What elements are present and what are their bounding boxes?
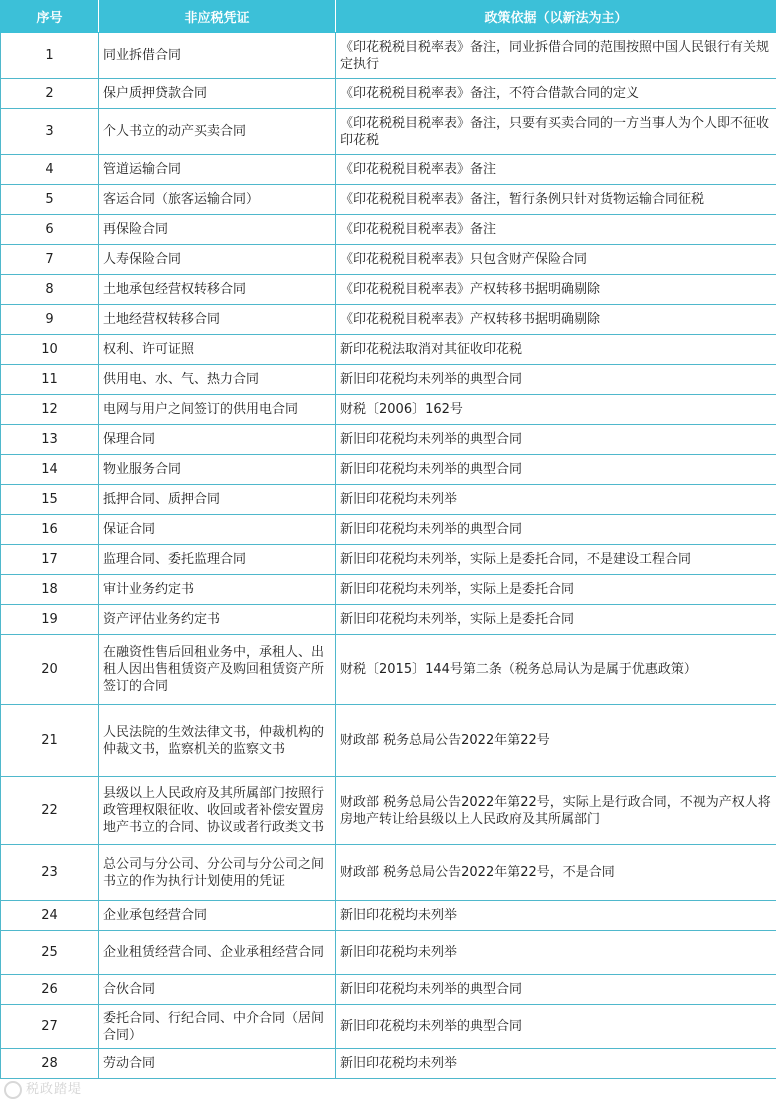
row-policy-basis: 新旧印花税均未列举的典型合同 — [336, 455, 776, 485]
table-row — [1, 705, 776, 777]
table-row — [1, 975, 776, 1005]
row-serial-number: 23 — [1, 845, 99, 901]
row-serial-number: 26 — [1, 975, 99, 1005]
row-document: 保户质押贷款合同 — [99, 79, 336, 109]
row-policy-basis: 《印花税税目税率表》备注 — [336, 215, 776, 245]
table-row — [1, 635, 776, 705]
table-row — [1, 79, 776, 109]
row-policy-basis: 新旧印花税均未列举，实际上是委托合同，不是建设工程合同 — [336, 545, 776, 575]
row-policy-basis: 《印花税税目税率表》备注，只要有买卖合同的一方当事人为个人即不征收印花税 — [336, 109, 776, 155]
row-document: 人寿保险合同 — [99, 245, 336, 275]
row-serial-number: 6 — [1, 215, 99, 245]
row-policy-basis: 新旧印花税均未列举的典型合同 — [336, 425, 776, 455]
table-row — [1, 605, 776, 635]
table-row — [1, 1049, 776, 1079]
row-policy-basis: 财政部 税务总局公告2022年第22号 — [336, 705, 776, 777]
row-serial-number: 12 — [1, 395, 99, 425]
row-serial-number: 11 — [1, 365, 99, 395]
table-row — [1, 335, 776, 365]
header-policy-basis: 政策依据（以新法为主） — [336, 1, 776, 33]
table-row — [1, 575, 776, 605]
row-policy-basis: 新旧印花税均未列举 — [336, 1049, 776, 1079]
row-policy-basis: 新旧印花税均未列举的典型合同 — [336, 365, 776, 395]
row-policy-basis: 新旧印花税均未列举 — [336, 931, 776, 975]
row-serial-number: 5 — [1, 185, 99, 215]
row-policy-basis: 财税〔2006〕162号 — [336, 395, 776, 425]
row-document: 土地承包经营权转移合同 — [99, 275, 336, 305]
row-document: 在融资性售后回租业务中，承租人、出租人因出售租赁资产及购回租赁资产所签订的合同 — [99, 635, 336, 705]
row-serial-number: 27 — [1, 1005, 99, 1049]
table-row — [1, 305, 776, 335]
table-row — [1, 931, 776, 975]
row-document: 供用电、水、气、热力合同 — [99, 365, 336, 395]
row-document: 同业拆借合同 — [99, 33, 336, 79]
row-serial-number: 22 — [1, 777, 99, 845]
row-document: 合伙合同 — [99, 975, 336, 1005]
row-document: 劳动合同 — [99, 1049, 336, 1079]
row-document: 个人书立的动产买卖合同 — [99, 109, 336, 155]
row-policy-basis: 《印花税税目税率表》备注，不符合借款合同的定义 — [336, 79, 776, 109]
row-document: 保证合同 — [99, 515, 336, 545]
row-document: 审计业务约定书 — [99, 575, 336, 605]
row-policy-basis: 新旧印花税均未列举的典型合同 — [336, 1005, 776, 1049]
row-policy-basis: 《印花税税目税率表》只包含财产保险合同 — [336, 245, 776, 275]
header-serial-number: 序号 — [1, 1, 99, 33]
table-row — [1, 365, 776, 395]
row-policy-basis: 新旧印花税均未列举的典型合同 — [336, 975, 776, 1005]
row-document: 委托合同、行纪合同、中介合同（居间合同） — [99, 1005, 336, 1049]
row-document: 县级以上人民政府及其所属部门按照行政管理权限征收、收回或者补偿安置房地产书立的合同、协议或者行政类文书 — [99, 777, 336, 845]
row-document: 权利、许可证照 — [99, 335, 336, 365]
row-serial-number: 19 — [1, 605, 99, 635]
row-document: 人民法院的生效法律文书，仲裁机构的仲裁文书，监察机关的监察文书 — [99, 705, 336, 777]
table-row — [1, 901, 776, 931]
table-row — [1, 777, 776, 845]
row-document: 企业租赁经营合同、企业承租经营合同 — [99, 931, 336, 975]
table-row — [1, 109, 776, 155]
row-serial-number: 1 — [1, 33, 99, 79]
row-serial-number: 8 — [1, 275, 99, 305]
row-document: 再保险合同 — [99, 215, 336, 245]
row-serial-number: 28 — [1, 1049, 99, 1079]
table-row — [1, 155, 776, 185]
row-policy-basis: 《印花税税目税率表》备注 — [336, 155, 776, 185]
table-row — [1, 275, 776, 305]
table-row — [1, 845, 776, 901]
table-row — [1, 515, 776, 545]
table-row — [1, 425, 776, 455]
row-document: 企业承包经营合同 — [99, 901, 336, 931]
table-row — [1, 545, 776, 575]
row-serial-number: 20 — [1, 635, 99, 705]
table-row — [1, 245, 776, 275]
row-document: 抵押合同、质押合同 — [99, 485, 336, 515]
row-serial-number: 10 — [1, 335, 99, 365]
row-policy-basis: 《印花税税目税率表》产权转移书据明确剔除 — [336, 305, 776, 335]
row-serial-number: 4 — [1, 155, 99, 185]
row-serial-number: 7 — [1, 245, 99, 275]
row-policy-basis: 《印花税税目税率表》备注，暂行条例只针对货物运输合同征税 — [336, 185, 776, 215]
row-policy-basis: 新旧印花税均未列举，实际上是委托合同 — [336, 575, 776, 605]
table-row — [1, 485, 776, 515]
row-policy-basis: 财政部 税务总局公告2022年第22号，不是合同 — [336, 845, 776, 901]
watermark-logo-icon — [4, 1081, 22, 1099]
watermark-text: 税政踏堤 — [26, 1082, 83, 1097]
row-document: 电网与用户之间签订的供用电合同 — [99, 395, 336, 425]
row-serial-number: 14 — [1, 455, 99, 485]
row-document: 土地经营权转移合同 — [99, 305, 336, 335]
table-row — [1, 215, 776, 245]
row-document: 监理合同、委托监理合同 — [99, 545, 336, 575]
row-serial-number: 21 — [1, 705, 99, 777]
row-policy-basis: 财政部 税务总局公告2022年第22号，实际上是行政合同，不视为产权人将房地产转让给县级以上人民政府及其所属部门 — [336, 777, 776, 845]
table-row — [1, 1005, 776, 1049]
row-policy-basis: 新旧印花税均未列举，实际上是委托合同 — [336, 605, 776, 635]
table-row — [1, 33, 776, 79]
table-row — [1, 395, 776, 425]
table-row — [1, 455, 776, 485]
row-policy-basis: 新旧印花税均未列举 — [336, 901, 776, 931]
row-policy-basis: 新旧印花税均未列举 — [336, 485, 776, 515]
row-serial-number: 13 — [1, 425, 99, 455]
watermark — [4, 1079, 104, 1101]
row-serial-number: 17 — [1, 545, 99, 575]
row-policy-basis: 《印花税税目税率表》产权转移书据明确剔除 — [336, 275, 776, 305]
header-non-taxable-document: 非应税凭证 — [99, 1, 336, 33]
row-serial-number: 3 — [1, 109, 99, 155]
row-document: 物业服务合同 — [99, 455, 336, 485]
row-serial-number: 24 — [1, 901, 99, 931]
row-serial-number: 15 — [1, 485, 99, 515]
row-serial-number: 2 — [1, 79, 99, 109]
table-row — [1, 185, 776, 215]
row-document: 客运合同（旅客运输合同） — [99, 185, 336, 215]
row-document: 管道运输合同 — [99, 155, 336, 185]
row-policy-basis: 新印花税法取消对其征收印花税 — [336, 335, 776, 365]
table-header-row — [1, 1, 776, 33]
row-serial-number: 18 — [1, 575, 99, 605]
row-document: 保理合同 — [99, 425, 336, 455]
row-document: 资产评估业务约定书 — [99, 605, 336, 635]
row-policy-basis: 财税〔2015〕144号第二条（税务总局认为是属于优惠政策） — [336, 635, 776, 705]
row-serial-number: 16 — [1, 515, 99, 545]
row-policy-basis: 新旧印花税均未列举的典型合同 — [336, 515, 776, 545]
row-serial-number: 25 — [1, 931, 99, 975]
row-serial-number: 9 — [1, 305, 99, 335]
row-document: 总公司与分公司、分公司与分公司之间书立的作为执行计划使用的凭证 — [99, 845, 336, 901]
row-policy-basis: 《印花税税目税率表》备注，同业拆借合同的范围按照中国人民银行有关规定执行 — [336, 33, 776, 79]
